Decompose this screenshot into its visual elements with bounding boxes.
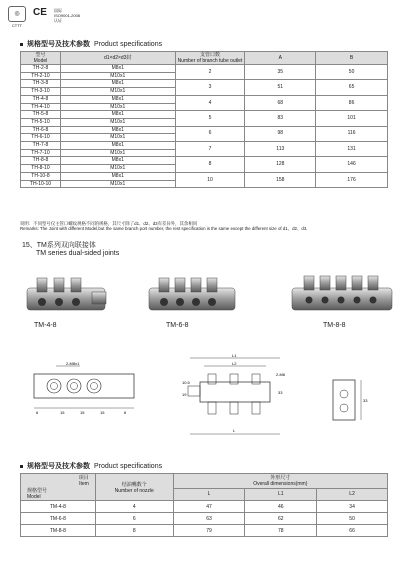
spec1-note	[20, 221, 400, 231]
header-logos	[8, 6, 80, 28]
table-row	[21, 142, 388, 150]
thread-label: 2-M8x1	[66, 361, 80, 366]
spec2-body	[21, 501, 388, 537]
ce-mark: CE	[33, 7, 47, 18]
spec1-body	[21, 65, 388, 188]
thread-cell: M8x1	[60, 80, 175, 88]
spec1-table	[20, 51, 388, 188]
thread-cell: M10x1	[60, 103, 175, 111]
svg-text:6: 6	[124, 410, 127, 415]
tm-section-title	[22, 242, 119, 258]
l1-cell: 46	[245, 501, 317, 513]
model-cell: TH-6-8	[21, 126, 61, 134]
cttt-logo-label: CTTT	[11, 23, 23, 28]
table-row	[21, 501, 388, 513]
col-outlets: 支管口数 Number of branch tube outlet	[175, 52, 245, 65]
spec2-table	[20, 473, 388, 537]
thread-cell: M8x1	[60, 157, 175, 165]
l2-cell: 50	[317, 513, 388, 525]
spec1-title	[20, 39, 162, 49]
a-cell: 35	[245, 65, 316, 80]
a-cell: 68	[245, 95, 316, 110]
model-cell: TH-2-8	[21, 65, 61, 73]
table-row	[21, 126, 388, 134]
thread-cell: M10x1	[60, 88, 175, 96]
svg-text:19: 19	[182, 392, 187, 397]
model-cell: TH-5-8	[21, 111, 61, 119]
col-b: B	[316, 52, 388, 65]
ce-logo	[32, 6, 48, 20]
tm-title-en: TM series dual-sided joints	[36, 250, 120, 257]
tm-4-8-label: TM-4-8	[34, 322, 57, 329]
b-cell: 131	[316, 142, 388, 157]
col-a: A	[245, 52, 316, 65]
l1-cell: 78	[245, 525, 317, 537]
spec2-title-cn: 规格型号及技术参数	[27, 463, 90, 470]
a-cell: 83	[245, 111, 316, 126]
table-row	[21, 172, 388, 180]
a-cell: 98	[245, 126, 316, 141]
outlets-cell: 3	[175, 80, 245, 95]
tm-4-8-photo	[22, 270, 112, 320]
svg-text:L: L	[233, 428, 236, 433]
thread-cell: M8x1	[60, 95, 175, 103]
svg-text:10.5: 10.5	[182, 380, 190, 385]
model-cell: TH-4-8	[21, 95, 61, 103]
table-row	[21, 525, 388, 537]
b-cell: 101	[316, 111, 388, 126]
spec2-header-row-1	[21, 474, 388, 489]
a-cell: 51	[245, 80, 316, 95]
thread-cell: M10x1	[60, 165, 175, 173]
spec2-overall-header: 外形尺寸 Overall dimensions(mm)	[173, 474, 387, 489]
l-cell: 47	[173, 501, 245, 513]
model-cell: TH-7-10	[21, 149, 61, 157]
n-cell: 6	[95, 513, 173, 525]
table-row	[21, 65, 388, 73]
svg-text:15: 15	[60, 410, 65, 415]
table-row	[21, 111, 388, 119]
model-cell: TH-10-10	[21, 180, 61, 188]
n-cell: 8	[95, 525, 173, 537]
iso-line-1: 国际	[54, 8, 62, 13]
b-cell: 50	[316, 65, 388, 80]
table-row	[21, 80, 388, 88]
svg-text:15: 15	[80, 410, 85, 415]
l-cell: 79	[173, 525, 245, 537]
bullet-icon	[20, 465, 23, 468]
model-cell: TM-6-8	[21, 513, 96, 525]
thread-cell: M8x1	[60, 111, 175, 119]
model-cell: TH-7-8	[21, 142, 61, 150]
model-cell: TH-8-8	[21, 157, 61, 165]
outlets-cell: 2	[175, 65, 245, 80]
model-cell: TH-3-8	[21, 80, 61, 88]
b-cell: 65	[316, 80, 388, 95]
outlets-cell: 7	[175, 142, 245, 157]
model-cell: TM-4-8	[21, 501, 96, 513]
spec2-title	[20, 461, 162, 471]
svg-text:33: 33	[278, 390, 283, 395]
col-thread: d1×d2×d3封	[60, 52, 175, 65]
thread-cell: M10x1	[60, 72, 175, 80]
spec1-title-en: Product specifications	[94, 40, 163, 48]
outlets-cell: 6	[175, 126, 245, 141]
thread-cell: M8x1	[60, 126, 175, 134]
outlets-cell: 10	[175, 172, 245, 187]
model-cell: TH-10-8	[21, 172, 61, 180]
cttt-logo	[8, 6, 26, 28]
table-row	[21, 513, 388, 525]
svg-text:L1: L1	[232, 353, 237, 358]
drawing-side-view	[180, 352, 300, 447]
thread-cell: M10x1	[60, 149, 175, 157]
note-cn: 说明：不同型号仅主管口螺纹规格不同的规格，其尺寸除了d1、d2、d3有差异外，其余相同	[20, 221, 198, 226]
thread-cell: M8x1	[60, 172, 175, 180]
spec2-model-item-header: 项目 Item 规格型号 Model	[21, 474, 96, 501]
iso-badge	[54, 8, 80, 23]
outlets-cell: 8	[175, 157, 245, 172]
spec2-title-en: Product specifications	[94, 462, 163, 470]
thread-cell: M10x1	[60, 134, 175, 142]
tm-title-cn: 15、TM系列双向联接体	[22, 242, 96, 249]
iso-line-3: 认证	[54, 18, 62, 23]
spec1-header-row	[21, 52, 388, 65]
cttt-logo-mark: ◎	[8, 6, 26, 22]
bullet-icon	[20, 43, 23, 46]
model-cell: TH-3-10	[21, 88, 61, 96]
l1-cell: 62	[245, 513, 317, 525]
tm-6-8-label: TM-6-8	[166, 322, 189, 329]
b-cell: 86	[316, 95, 388, 110]
col-l: L	[173, 488, 245, 500]
model-cell: TH-5-10	[21, 118, 61, 126]
note-en: Remarks: The Joint with different Model,but the same branch port number, the rest specification is the same except the different size of d1、d2、d3.	[20, 226, 308, 232]
l-cell: 63	[173, 513, 245, 525]
b-cell: 146	[316, 157, 388, 172]
col-model: 型号 Model	[21, 52, 61, 65]
svg-text:15: 15	[100, 410, 105, 415]
col-l1: L1	[245, 488, 317, 500]
a-cell: 128	[245, 157, 316, 172]
l2-cell: 66	[317, 525, 388, 537]
a-cell: 113	[245, 142, 316, 157]
table-row	[21, 95, 388, 103]
l2-cell: 34	[317, 501, 388, 513]
model-cell: TH-2-10	[21, 72, 61, 80]
thread-cell: M8x1	[60, 142, 175, 150]
model-cell: TH-6-10	[21, 134, 61, 142]
svg-text:2-M6: 2-M6	[276, 372, 286, 377]
svg-text:33: 33	[363, 398, 368, 403]
drawing-end-view	[325, 372, 380, 437]
iso-line-2: ISO9001-2008	[54, 13, 81, 18]
col-l2: L2	[317, 488, 388, 500]
svg-text:L2: L2	[232, 361, 237, 366]
n-cell: 4	[95, 501, 173, 513]
tm-6-8-photo	[145, 270, 240, 320]
svg-text:6: 6	[36, 410, 39, 415]
tm-8-8-label: TM-8-8	[323, 322, 346, 329]
thread-cell: M10x1	[60, 180, 175, 188]
model-cell: TH-4-10	[21, 103, 61, 111]
thread-cell: M8x1	[60, 65, 175, 73]
b-cell: 116	[316, 126, 388, 141]
spec2-nozzle-header: 结油嘴数个 Number of nozzle	[95, 474, 173, 501]
spec1-title-cn: 规格型号及技术参数	[27, 41, 90, 48]
tm-8-8-photo	[290, 272, 395, 320]
outlets-cell: 4	[175, 95, 245, 110]
outlets-cell: 5	[175, 111, 245, 126]
model-cell: TM-8-8	[21, 525, 96, 537]
b-cell: 176	[316, 172, 388, 187]
drawing-front-view	[20, 360, 150, 425]
model-cell: TH-8-10	[21, 165, 61, 173]
table-row	[21, 157, 388, 165]
thread-cell: M10x1	[60, 118, 175, 126]
a-cell: 158	[245, 172, 316, 187]
